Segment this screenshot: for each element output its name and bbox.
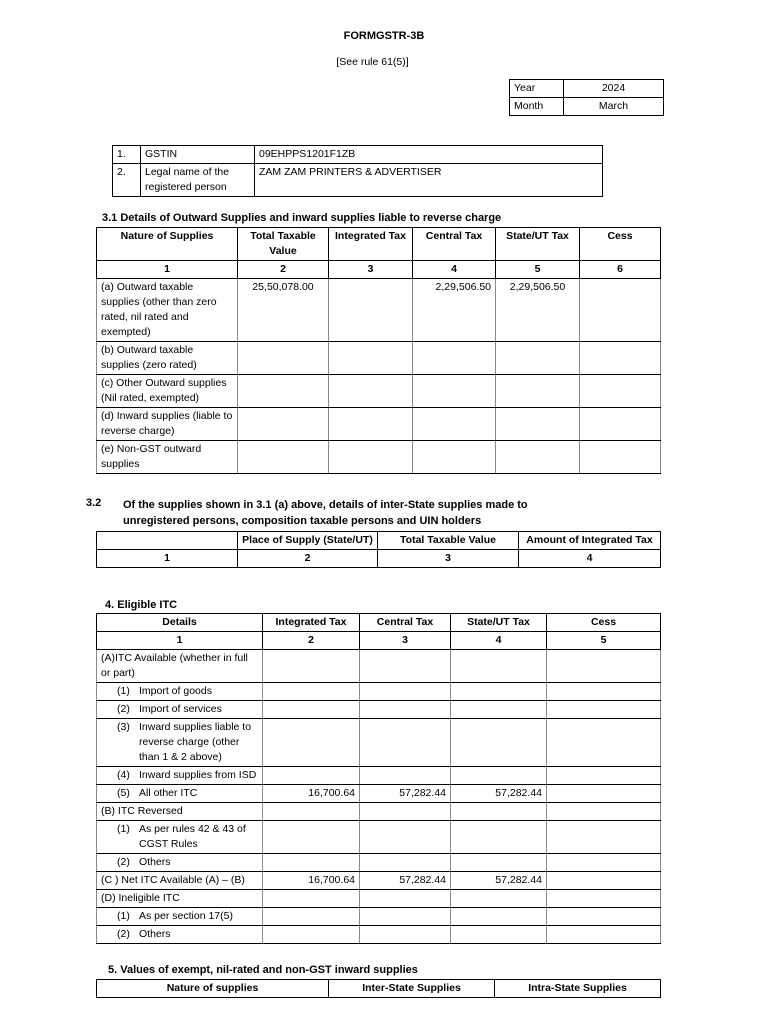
col-header: Place of Supply (State/UT) [238, 532, 378, 550]
cess [547, 803, 661, 821]
col-header: Nature of Supplies [97, 228, 238, 261]
row-label [97, 701, 263, 719]
item-label: Import of goods [139, 685, 212, 697]
table-row [97, 408, 661, 441]
integrated-tax [329, 441, 413, 474]
gstin-label: GSTIN [141, 146, 255, 164]
cess [580, 375, 661, 408]
section-3-2-title: Of the supplies shown in 3.1 (a) above, details of inter-State supplies made to unregistered persons, composition taxable persons and UIN holders [123, 499, 528, 527]
col-number: 2 [263, 632, 360, 650]
col-number: 1 [97, 632, 263, 650]
col-header: State/UT Tax [451, 614, 547, 632]
col-header: State/UT Tax [496, 228, 580, 261]
taxable-value [238, 342, 329, 375]
integrated-tax [263, 719, 360, 767]
cess [547, 908, 661, 926]
row-label: (d) Inward supplies (liable to reverse charge) [97, 408, 238, 441]
item-number: (2) [117, 703, 130, 715]
col-header: Intra-State Supplies [495, 980, 661, 998]
central-tax [360, 701, 451, 719]
central-tax [360, 683, 451, 701]
item-number: (4) [117, 769, 130, 781]
taxable-value [238, 441, 329, 474]
section-3-2-number: 3.2 [86, 497, 102, 509]
integrated-tax [263, 803, 360, 821]
cess [547, 854, 661, 872]
central-tax: 57,282.44 [360, 872, 451, 890]
row-label: (A)ITC Available (whether in full or part) [97, 650, 263, 683]
col-header: Cess [547, 614, 661, 632]
central-tax: 2,29,506.50 [413, 279, 496, 342]
table-row [97, 890, 661, 908]
table-row [97, 926, 661, 944]
state-tax [451, 821, 547, 854]
taxable-value [238, 408, 329, 441]
table-row [97, 803, 661, 821]
integrated-tax [329, 342, 413, 375]
integrated-tax [329, 375, 413, 408]
central-tax [360, 854, 451, 872]
integrated-tax [263, 854, 360, 872]
cess [547, 767, 661, 785]
central-tax [360, 803, 451, 821]
central-tax [413, 408, 496, 441]
central-tax [360, 719, 451, 767]
row-label [97, 908, 263, 926]
item-number: (1) [117, 685, 130, 697]
taxpayer-table [112, 145, 603, 197]
state-tax: 57,282.44 [451, 785, 547, 803]
col-header: Amount of Integrated Tax [519, 532, 661, 550]
central-tax [413, 441, 496, 474]
central-tax [360, 890, 451, 908]
eligible-itc-table [96, 613, 661, 944]
central-tax [360, 821, 451, 854]
period-table [509, 79, 664, 116]
legal-name-label: Legal name of the registered person [141, 164, 255, 197]
state-tax [496, 375, 580, 408]
state-tax [496, 408, 580, 441]
col-number: 3 [378, 550, 519, 568]
col-number: 4 [413, 261, 496, 279]
col-header: Central Tax [360, 614, 451, 632]
unregistered-supplies-table [96, 531, 661, 568]
table-row [97, 908, 661, 926]
item-number: (5) [117, 787, 130, 799]
row-label: (b) Outward taxable supplies (zero rated) [97, 342, 238, 375]
table-row [97, 441, 661, 474]
row-label: (C ) Net ITC Available (A) – (B) [97, 872, 263, 890]
cess [580, 279, 661, 342]
section-4-title: 4. Eligible ITC [105, 599, 178, 611]
state-tax [451, 803, 547, 821]
month-value: March [564, 98, 664, 116]
col-number: 2 [238, 550, 378, 568]
integrated-tax [263, 926, 360, 944]
table-row [97, 701, 661, 719]
cess [547, 890, 661, 908]
item-label: Inward supplies from ISD [139, 769, 257, 781]
table-row [97, 854, 661, 872]
state-tax [496, 342, 580, 375]
table-row [97, 683, 661, 701]
state-tax [451, 854, 547, 872]
section-3-1-title: 3.1 Details of Outward Supplies and inward supplies liable to reverse charge [102, 212, 502, 224]
integrated-tax [263, 908, 360, 926]
state-tax: 2,29,506.50 [496, 279, 580, 342]
cess [547, 785, 661, 803]
integrated-tax [263, 890, 360, 908]
row-label [97, 854, 263, 872]
cess [547, 650, 661, 683]
cess [580, 342, 661, 375]
state-tax [451, 719, 547, 767]
state-tax [451, 650, 547, 683]
state-tax [451, 767, 547, 785]
cess [547, 701, 661, 719]
row-label: (c) Other Outward supplies (Nil rated, exempted) [97, 375, 238, 408]
item-label: As per section 17(5) [139, 910, 233, 922]
form-title: FORMGSTR-3B [343, 30, 425, 42]
row-label [97, 926, 263, 944]
item-number: (1) [117, 910, 130, 922]
col-number: 5 [547, 632, 661, 650]
col-header: Cess [580, 228, 661, 261]
item-label: Others [139, 856, 171, 868]
item-label: Others [139, 928, 171, 940]
year-value: 2024 [564, 80, 664, 98]
cess [547, 719, 661, 767]
col-header: Total Taxable Value [238, 228, 329, 261]
col-number: 5 [496, 261, 580, 279]
col-header: Inter-State Supplies [329, 980, 495, 998]
row-label: (D) Ineligible ITC [97, 890, 263, 908]
table-row [97, 719, 661, 767]
central-tax [360, 908, 451, 926]
exempt-supplies-table [96, 979, 661, 998]
col-header: Central Tax [413, 228, 496, 261]
cess [547, 821, 661, 854]
integrated-tax: 16,700.64 [263, 785, 360, 803]
integrated-tax [263, 767, 360, 785]
integrated-tax: 16,700.64 [263, 872, 360, 890]
row-number: 2. [113, 164, 141, 197]
cess [547, 872, 661, 890]
integrated-tax [329, 408, 413, 441]
section-5-title: 5. Values of exempt, nil-rated and non-GST inward supplies [108, 964, 418, 976]
row-label [97, 821, 263, 854]
row-label: (B) ITC Reversed [97, 803, 263, 821]
col-number: 4 [519, 550, 661, 568]
cess [580, 408, 661, 441]
table-row [97, 767, 661, 785]
item-number: (2) [117, 856, 130, 868]
rule-reference: [See rule 61(5)] [336, 56, 409, 68]
table-row [97, 279, 661, 342]
col-number: 6 [580, 261, 661, 279]
col-header: Integrated Tax [329, 228, 413, 261]
col-number: 4 [451, 632, 547, 650]
outward-supplies-table [96, 227, 661, 474]
item-number: (1) [117, 823, 130, 835]
item-label: All other ITC [139, 787, 198, 799]
central-tax [360, 767, 451, 785]
col-number: 1 [97, 261, 238, 279]
central-tax [413, 375, 496, 408]
cess [580, 441, 661, 474]
col-header: Nature of supplies [97, 980, 329, 998]
state-tax: 57,282.44 [451, 872, 547, 890]
year-label: Year [510, 80, 564, 98]
state-tax [451, 926, 547, 944]
table-row [97, 650, 661, 683]
row-label [97, 683, 263, 701]
integrated-tax [263, 701, 360, 719]
state-tax [451, 701, 547, 719]
table-row [97, 375, 661, 408]
row-label [97, 767, 263, 785]
item-label: Inward supplies liable to reverse charge (other than 1 & 2 above) [139, 721, 252, 763]
row-label: (a) Outward taxable supplies (other than zero rated, nil rated and exempted) [97, 279, 238, 342]
col-header: Integrated Tax [263, 614, 360, 632]
item-label: As per rules 42 & 43 of CGST Rules [139, 823, 246, 850]
taxable-value: 25,50,078.00 [238, 279, 329, 342]
state-tax [451, 908, 547, 926]
central-tax [360, 650, 451, 683]
state-tax [451, 683, 547, 701]
row-number: 1. [113, 146, 141, 164]
cess [547, 926, 661, 944]
row-label: (e) Non-GST outward supplies [97, 441, 238, 474]
central-tax [360, 926, 451, 944]
central-tax: 57,282.44 [360, 785, 451, 803]
integrated-tax [329, 279, 413, 342]
item-label: Import of services [139, 703, 222, 715]
integrated-tax [263, 650, 360, 683]
month-label: Month [510, 98, 564, 116]
row-label [97, 719, 263, 767]
taxable-value [238, 375, 329, 408]
table-row [97, 342, 661, 375]
state-tax [451, 890, 547, 908]
table-row [97, 821, 661, 854]
cess [547, 683, 661, 701]
col-number: 1 [97, 550, 238, 568]
col-header: Total Taxable Value [378, 532, 519, 550]
state-tax [496, 441, 580, 474]
col-number: 3 [360, 632, 451, 650]
col-header: Details [97, 614, 263, 632]
item-number: (3) [117, 721, 130, 733]
item-number: (2) [117, 928, 130, 940]
legal-name-value: ZAM ZAM PRINTERS & ADVERTISER [255, 164, 603, 197]
col-number: 2 [238, 261, 329, 279]
col-number: 3 [329, 261, 413, 279]
table-row [97, 785, 661, 803]
integrated-tax [263, 821, 360, 854]
central-tax [413, 342, 496, 375]
integrated-tax [263, 683, 360, 701]
col-header [97, 532, 238, 550]
table-row [97, 872, 661, 890]
gstin-value: 09EHPPS1201F1ZB [255, 146, 603, 164]
row-label [97, 785, 263, 803]
